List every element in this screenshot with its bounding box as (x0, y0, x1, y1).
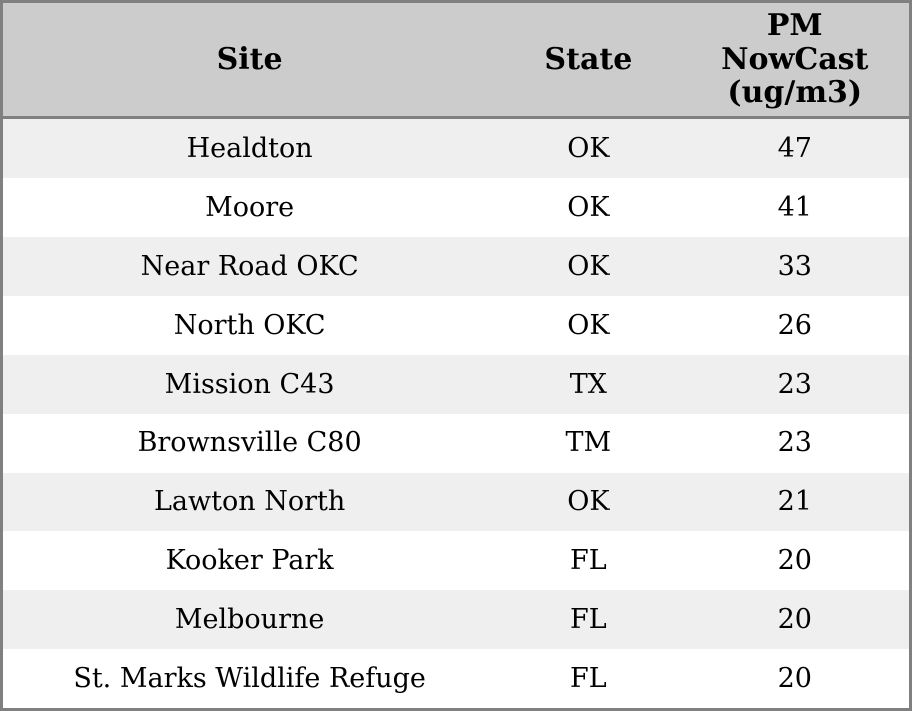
column-header-site-label: Site (216, 41, 283, 77)
cell-site: Moore (205, 192, 295, 224)
cell-state: TM (565, 427, 612, 459)
cell-state: OK (567, 486, 610, 518)
table-row (3, 178, 909, 237)
cell-site: Mission C43 (164, 368, 335, 400)
table-row (3, 237, 909, 296)
cell-site: Near Road OKC (140, 250, 359, 282)
column-header-state (496, 3, 680, 117)
cell-value: 47 (777, 132, 812, 164)
cell-site: Lawton North (153, 486, 346, 518)
table-row (3, 649, 909, 708)
cell-site: Healdton (186, 132, 313, 164)
column-header-pm-nowcast (681, 3, 909, 117)
cell-site: Brownsville C80 (137, 427, 362, 459)
table-body (3, 117, 909, 708)
cell-state: OK (567, 192, 610, 224)
cell-state: OK (567, 250, 610, 282)
column-header-pm-nowcast-line1: PM (766, 8, 823, 43)
cell-state: FL (570, 662, 607, 694)
cell-value: 20 (777, 603, 812, 635)
table-row (3, 473, 909, 532)
column-header-state-label: State (544, 41, 633, 77)
cell-state: FL (570, 544, 607, 576)
cell-state: OK (567, 132, 610, 164)
air-quality-table (3, 3, 909, 708)
cell-site: Kooker Park (165, 544, 334, 576)
column-header-site (3, 3, 496, 117)
cell-state: OK (567, 309, 610, 341)
cell-site: North OKC (173, 309, 326, 341)
table-row (3, 117, 909, 178)
cell-value: 23 (777, 427, 812, 459)
cell-site: St. Marks Wildlife Refuge (73, 662, 426, 694)
cell-site: Melbourne (174, 603, 325, 635)
table-row (3, 296, 909, 355)
cell-value: 33 (777, 250, 812, 282)
table-header (3, 3, 909, 117)
cell-state: FL (570, 603, 607, 635)
table-row (3, 590, 909, 649)
cell-value: 21 (777, 486, 812, 518)
header-row (3, 3, 909, 117)
cell-value: 20 (777, 544, 812, 576)
column-header-pm-nowcast-line2: NowCast (721, 41, 869, 77)
cell-value: 41 (777, 192, 812, 224)
cell-value: 20 (777, 662, 812, 694)
cell-value: 26 (777, 309, 812, 341)
table-row (3, 355, 909, 414)
table-row (3, 414, 909, 473)
cell-value: 23 (777, 368, 812, 400)
column-header-pm-nowcast-line3: (ug/m3) (727, 75, 863, 111)
cell-state: TX (569, 368, 607, 400)
table-row (3, 531, 909, 590)
